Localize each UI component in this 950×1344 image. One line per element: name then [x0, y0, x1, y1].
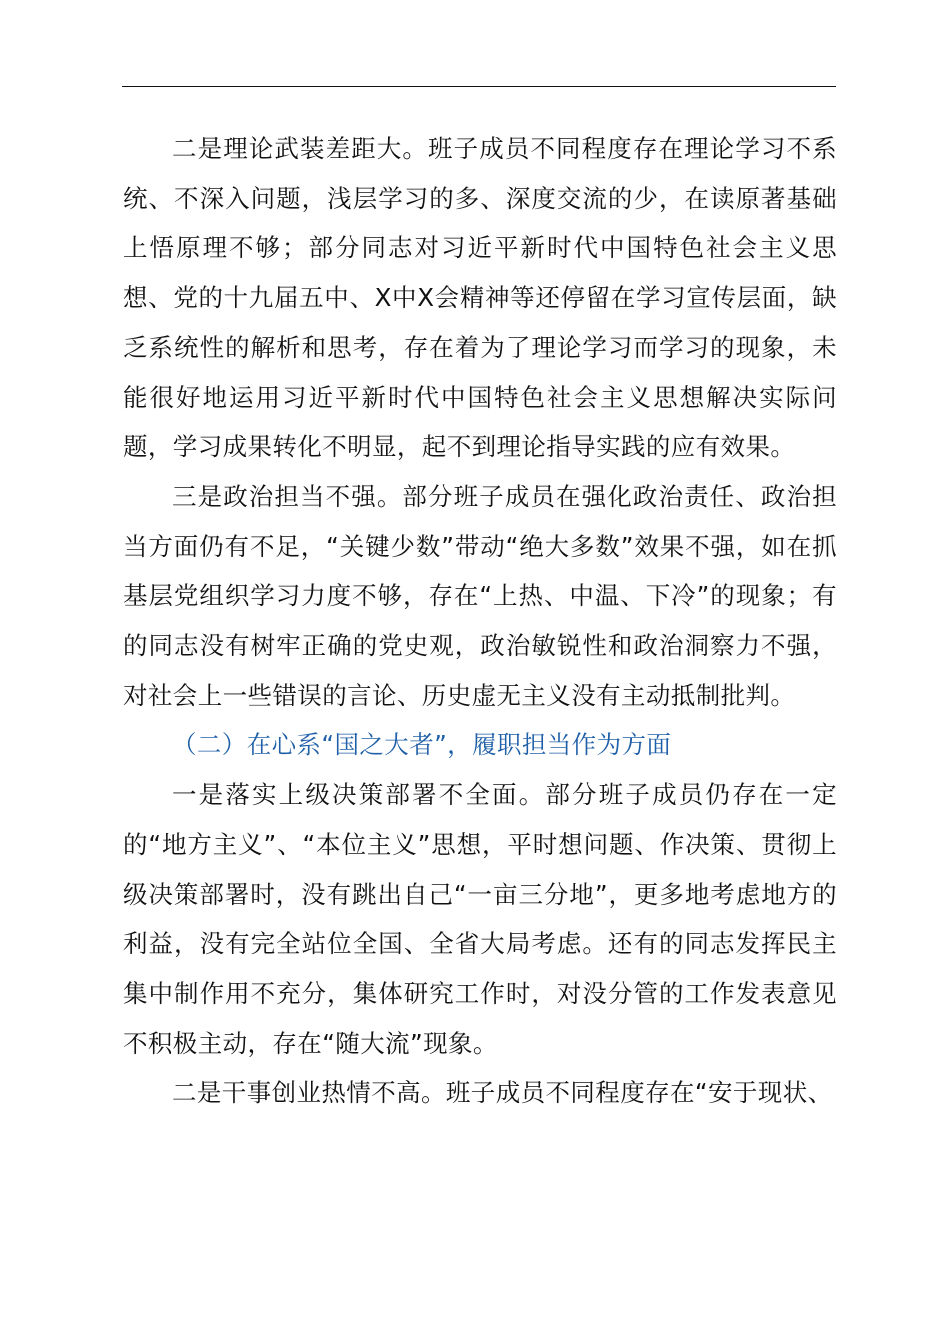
- paragraph-enthusiasm: 二是干事创业热情不高。班子成员不同程度存在“安于现状、: [172, 1078, 833, 1108]
- document-body: [123, 124, 837, 1118]
- paragraph-implementation: 一是落实上级决策部署不全面。部分班子成员仍存在一定的“地方主义”、“本位主义”思想，平时想问题、作决策、贯彻上级决策部署时，没有跳出自己“一亩三分地”，更多地考虑地方的利益，没有完全站位全国、全省大局考虑。还有的同志发挥民主集中制作用不充分，集体研究工作时，对没分管的工作发表意见不积极主动，存在“随大流”现象。: [123, 780, 837, 1058]
- header-rule: [122, 86, 836, 87]
- paragraph-theory-gap: 二是理论武装差距大。班子成员不同程度存在理论学习不系统、不深入问题，浅层学习的多、深度交流的少，在读原著基础上悟原理不够；部分同志对习近平新时代中国特色社会主义思想、党的十九届五中、X中X会精神等还停留在学习宣传层面，缺乏系统性的解析和思考，存在着为了理论学习而学习的现象，未能很好地运用习近平新时代中国特色社会主义思想解决实际问题，学习成果转化不明显，起不到理论指导实践的应有效果。: [123, 134, 837, 462]
- section-heading: （二）在心系“国之大者”，履职担当作为方面: [172, 730, 672, 760]
- paragraph-political-responsibility: 三是政治担当不强。部分班子成员在强化政治责任、政治担当方面仍有不足，“关键少数”带动“绝大多数”效果不强，如在抓基层党组织学习力度不够，存在“上热、中温、下冷”的现象；有的同志没有树牢正确的党史观，政治敏锐性和政治洞察力不强，对社会上一些错误的言论、历史虚无主义没有主动抵制批判。: [123, 481, 837, 710]
